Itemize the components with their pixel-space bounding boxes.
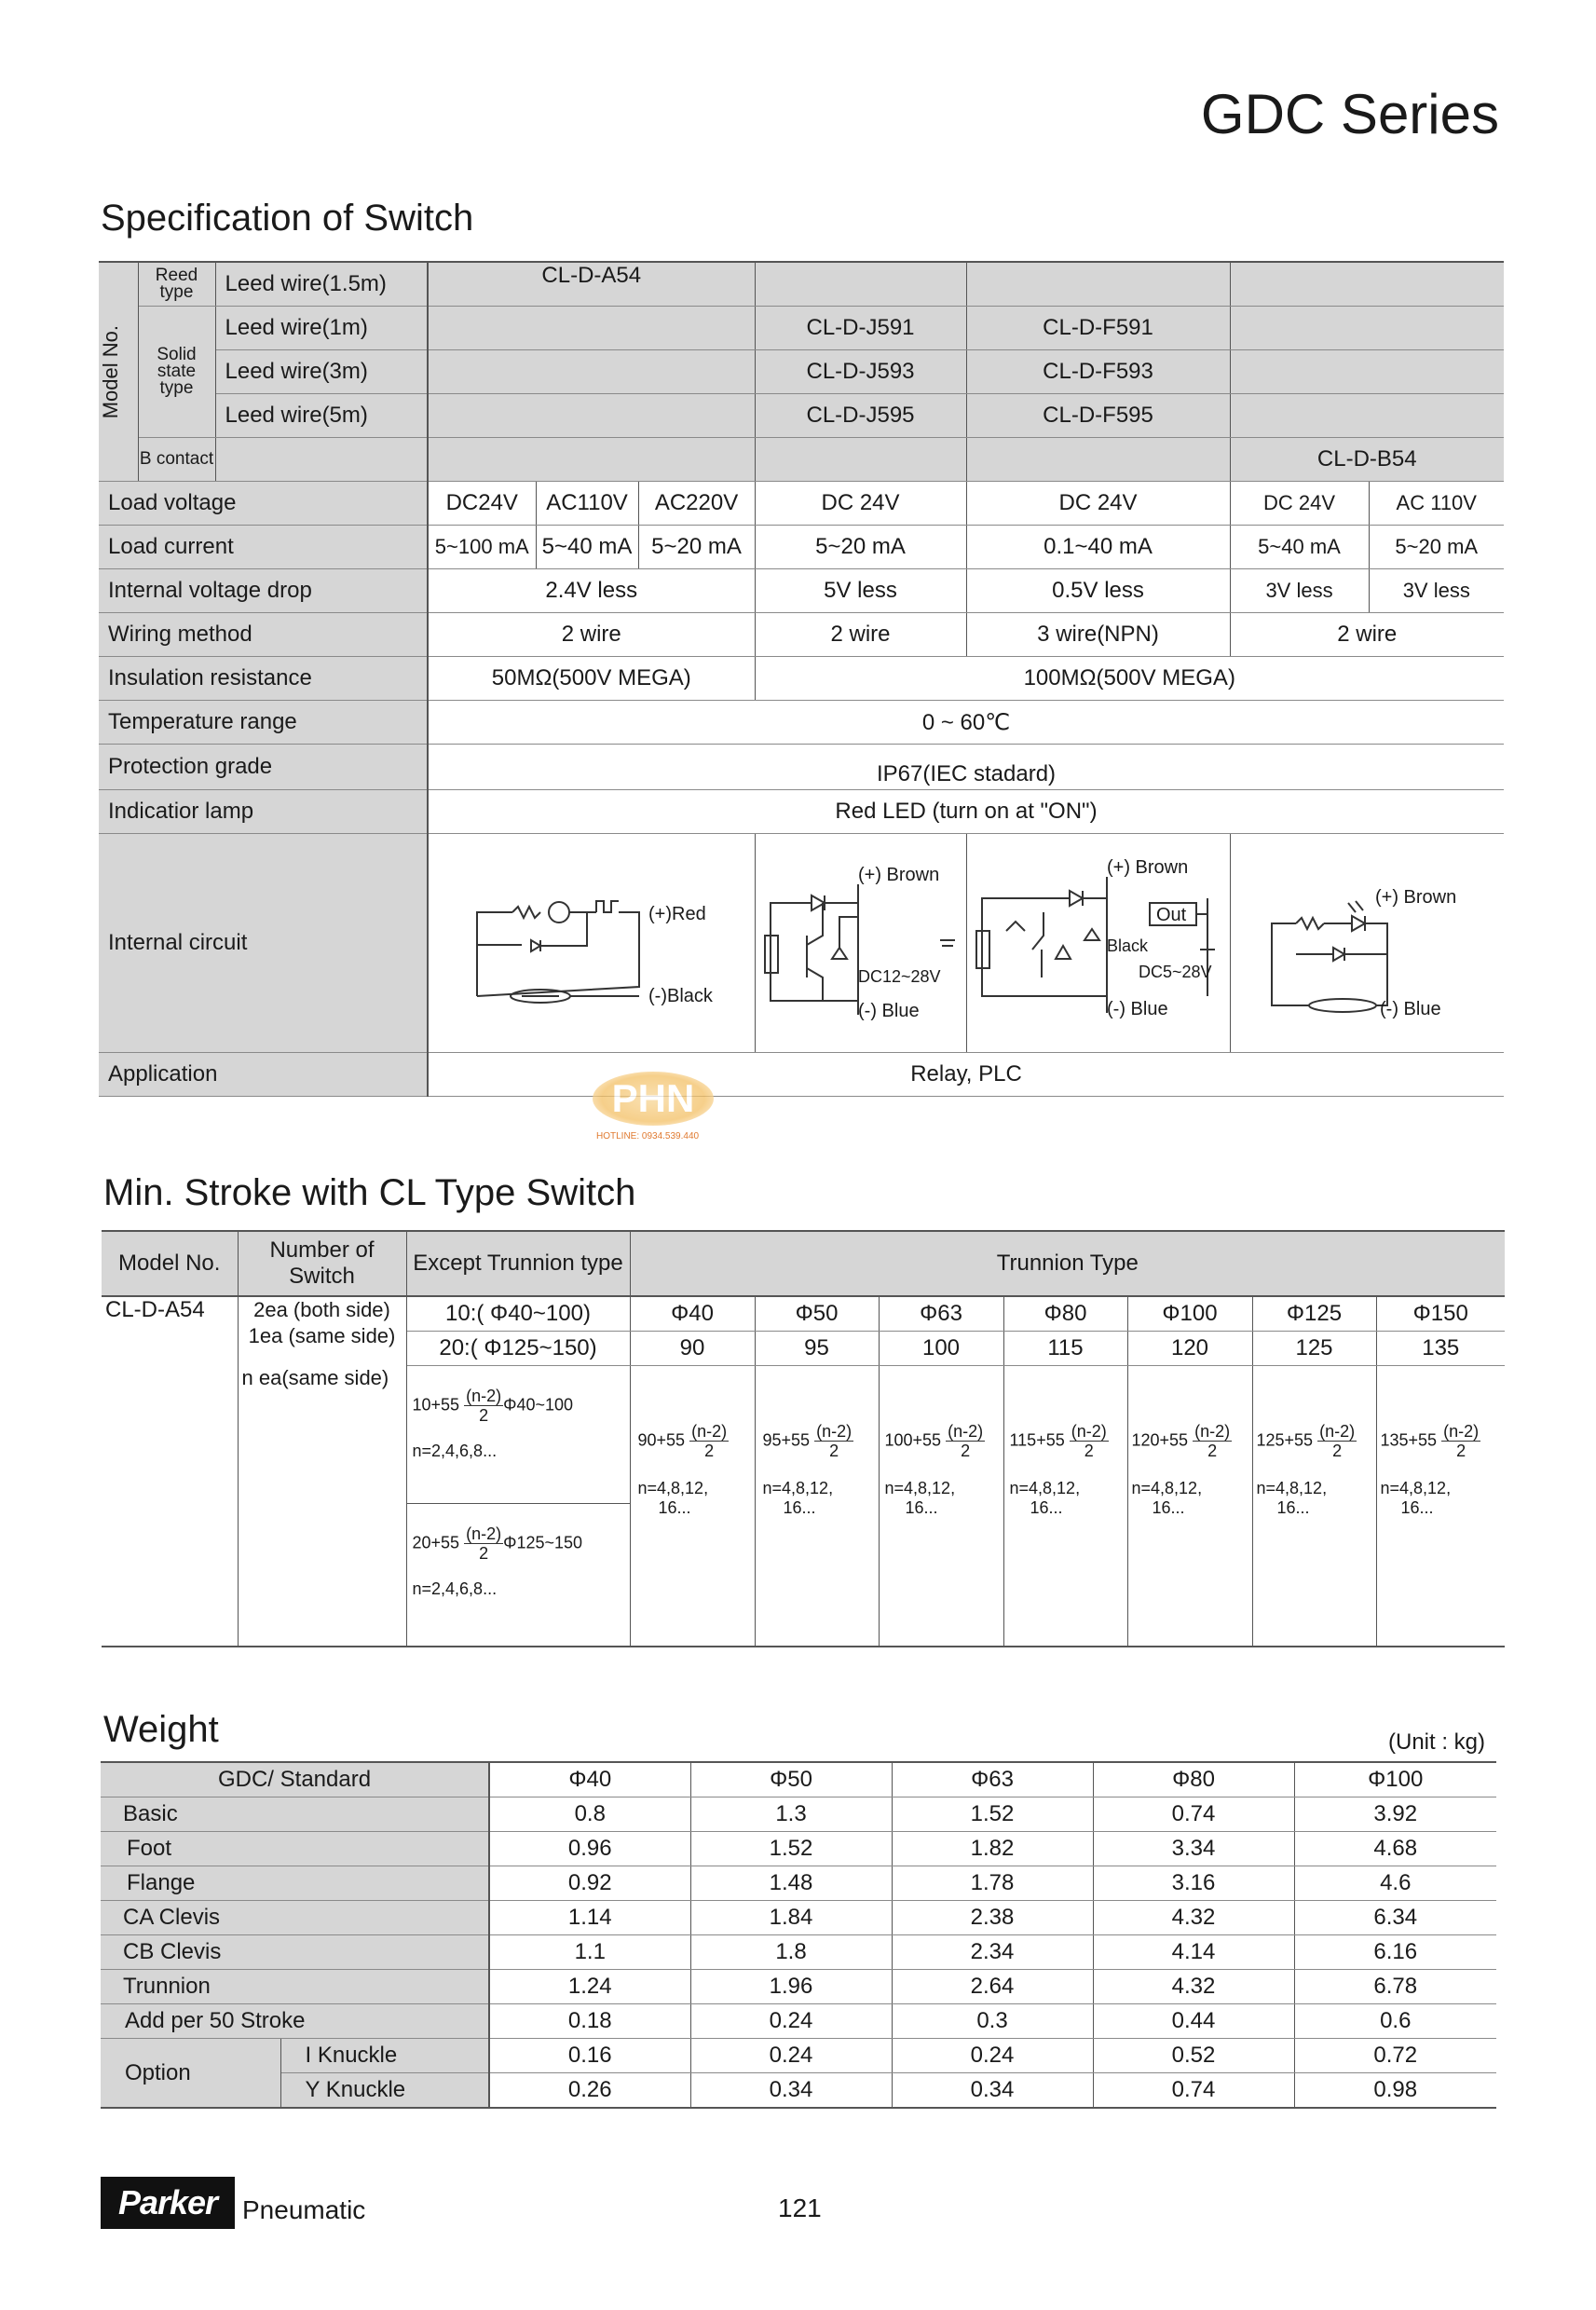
weight-row-ca-clevis: CA Clevis 1.14 1.84 2.38 4.32 6.34 — [101, 1901, 1496, 1935]
svg-text:(-) Blue: (-) Blue — [1106, 998, 1168, 1019]
b-contact-label: B contact — [138, 438, 215, 482]
weight-header-label: GDC/ Standard — [101, 1762, 489, 1797]
option-label: Option — [101, 2039, 280, 2109]
parker-pneumatic: Pneumatic — [242, 2195, 366, 2224]
weight-row-add-stroke: Add per 50 Stroke 0.18 0.24 0.3 0.44 0.6 — [101, 2004, 1496, 2039]
series-title: GDC Series — [1200, 83, 1499, 145]
model-cl-d-j593: CL-D-J593 — [755, 350, 966, 394]
voltage-drop-label: Internal voltage drop — [99, 569, 428, 613]
watermark-logo: PHN — [593, 1072, 714, 1126]
trunnion-formula-2: 100+55 $\frac{(n-2)}{2}$ n=4,8,12, 16... — [879, 1366, 1003, 1647]
weight-row-flange: Flange 0.92 1.48 1.78 3.16 4.6 — [101, 1866, 1496, 1901]
svg-text:(-)Black: (-)Black — [648, 985, 713, 1006]
wiring-label: Wiring method — [99, 613, 428, 657]
weight-row-cb-clevis: CB Clevis 1.1 1.8 2.34 4.14 6.16 — [101, 1935, 1496, 1970]
load-voltage-label: Load voltage — [99, 482, 428, 526]
weight-title: Weight — [103, 1709, 219, 1750]
svg-text:(-) Blue: (-) Blue — [1379, 998, 1441, 1019]
spec-title: Specification of Switch — [101, 198, 474, 239]
trunnion-formula-1: 95+55 $\frac{(n-2)}{2}$ n=4,8,12, 16... — [755, 1366, 879, 1647]
reed-type-label: Reed type — [138, 262, 215, 307]
internal-circuit-label: Internal circuit — [99, 834, 428, 1053]
weight-unit: (Unit : kg) — [1388, 1729, 1486, 1755]
solid-state-type-label: Solid state type — [138, 307, 215, 438]
model-cl-d-f593: CL-D-F593 — [966, 350, 1230, 394]
trunnion-formula-4: 120+55 $\frac{(n-2)}{2}$ n=4,8,12, 16... — [1127, 1366, 1252, 1647]
circuit-b-contact — [1230, 834, 1504, 1053]
model-cl-d-j595: CL-D-J595 — [755, 394, 966, 438]
lead-1-5m: Leed wire(1.5m) — [215, 262, 428, 307]
lead-1m: Leed wire(1m) — [215, 307, 428, 350]
model-cl-d-j591: CL-D-J591 — [755, 307, 966, 350]
application-label: Application — [99, 1053, 428, 1097]
temperature-label: Temperature range — [99, 701, 428, 745]
trunnion-formula-5: 125+55 $\frac{(n-2)}{2}$ n=4,8,12, 16... — [1252, 1366, 1376, 1647]
stroke-title: Min. Stroke with CL Type Switch — [103, 1172, 636, 1213]
stroke-two-switch: 2ea (both side) 1ea (same side) — [238, 1296, 406, 1366]
stroke-model: CL-D-A54 — [102, 1296, 238, 1647]
spec-table: Model No. Reed type Leed wire(1.5m) CL-D-A54 Solid state type Leed wire(1m) CL-D-J591 CL-D-F591 Leed wire(3m) CL-D-J593 CL-D-F593 Leed wire(5m) CL-D-J595 CL-D-F595 B contact CL-D-B54 Load voltage DC24V AC110V AC220V DC 24V DC 24V DC 24V AC 110V Load current 5~100 mA 5~40 mA 5~20 mA 5~20 mA 0.1~40 mA 5~40 mA 5~20 mA Internal voltage drop 2.4V less 5V less 0.5V less 3V less 3V less Wiring method 2 wire 2 wire 3 wire(NPN) 2 wire Insulation resistance 50MΩ(500V MEGA) 100MΩ(500V MEGA) Temperature range 0 ~ 60℃ Protection grade IP67(IEC stadard) Indicatior lamp Red LED (turn on at "ON") Internal circuit (+)Red (-)Black (+) Brown DC12~28V (-) Blue (+) Brown Out Black DC5~28V (-) Blue (+) Brown (-) Blue Application Relay, PLC — [99, 261, 1504, 1097]
svg-text:(-) Blue: (-) Blue — [857, 1000, 920, 1021]
stroke-except-formulas: 10+55 $\frac{(n-2)}{2}$ Φ40~100 n=2,4,6,8... 20+55 $\frac{(n-2)}{2}$ Φ125~150 n=2,4,6,8... — [406, 1366, 630, 1647]
parker-logo: Parker — [101, 2177, 235, 2229]
svg-text:Out: Out — [1155, 904, 1186, 925]
protection-label: Protection grade — [99, 745, 428, 790]
stroke-model-header: Model No. — [102, 1231, 238, 1296]
weight-row-foot: Foot 0.96 1.52 1.82 3.34 4.68 — [101, 1832, 1496, 1866]
solid-f-circuit-diagram — [967, 847, 1231, 1033]
model-cl-d-a54: CL-D-A54 — [428, 262, 755, 307]
circuit-solid-f — [966, 834, 1230, 1053]
stroke-trunnion-header: Trunnion Type — [630, 1231, 1505, 1296]
svg-text:(+)Red: (+)Red — [648, 903, 706, 924]
weight-row-i-knuckle: Option I Knuckle 0.16 0.24 0.24 0.52 0.72 — [101, 2039, 1496, 2073]
page-number: 121 — [778, 2194, 822, 2222]
model-cl-d-f591: CL-D-F591 — [966, 307, 1230, 350]
insulation-label: Insulation resistance — [99, 657, 428, 701]
trunnion-formula-0: 90+55 $\frac{(n-2)}{2}$ n=4,8,12, 16... — [630, 1366, 755, 1647]
circuit-reed — [428, 834, 755, 1053]
stroke-n-switch: n ea(same side) — [238, 1366, 406, 1647]
load-current-label: Load current — [99, 526, 428, 569]
lead-3m: Leed wire(3m) — [215, 350, 428, 394]
weight-row-basic: Basic 0.8 1.3 1.52 0.74 3.92 — [101, 1797, 1496, 1832]
svg-text:DC5~28V: DC5~28V — [1138, 962, 1212, 981]
solid-j-circuit-diagram — [756, 847, 966, 1033]
svg-text:(+) Brown: (+) Brown — [857, 864, 939, 885]
model-cl-d-b54: CL-D-B54 — [1230, 438, 1504, 482]
svg-text:(+) Brown: (+) Brown — [1106, 856, 1188, 878]
b-contact-circuit-diagram — [1231, 847, 1505, 1033]
watermark-hotline: HOTLINE: 0934.539.440 — [596, 1131, 700, 1141]
circuit-solid-j — [755, 834, 966, 1053]
reed-circuit-diagram — [429, 847, 755, 1033]
model-no-label: Model No. — [99, 262, 138, 482]
svg-text:Black: Black — [1106, 936, 1148, 955]
svg-text:(+) Brown: (+) Brown — [1374, 886, 1456, 908]
model-cl-d-f595: CL-D-F595 — [966, 394, 1230, 438]
stroke-number-header: Number of Switch — [238, 1231, 406, 1296]
trunnion-formula-6: 135+55 $\frac{(n-2)}{2}$ n=4,8,12, 16... — [1376, 1366, 1505, 1647]
weight-row-trunnion: Trunnion 1.24 1.96 2.64 4.32 6.78 — [101, 1970, 1496, 2004]
stroke-except-header: Except Trunnion type — [406, 1231, 630, 1296]
trunnion-formula-3: 115+55 $\frac{(n-2)}{2}$ n=4,8,12, 16... — [1003, 1366, 1127, 1647]
weight-table: GDC/ Standard Φ40 Φ50 Φ63 Φ80 Φ100 Basic 0.8 1.3 1.52 0.74 3.92 Foot 0.96 1.52 1.82 3.34 4.68 Flange 0.92 1.48 1.78 3.16 4.6 CA Clevis 1.14 1.84 2.38 4.32 6.34 CB Clevis 1.1 1.8 2.34 4.14 6.16 Trunnion 1.24 1.96 2.64 4.32 6.78 Add per 50 Stroke 0.18 0.24 0.3 0.44 0.6 Option I Knuckle 0.16 0.24 0.24 0.52 0.72 Y Knuckle 0.26 0.34 0.34 0.74 0.98 — [101, 1761, 1496, 2109]
svg-text:DC12~28V: DC12~28V — [857, 966, 941, 986]
lead-5m: Leed wire(5m) — [215, 394, 428, 438]
indicator-label: Indicatior lamp — [99, 790, 428, 834]
stroke-table: Model No. Number of Switch Except Trunnion type Trunnion Type CL-D-A54 2ea (both side) 1ea (same side) 10:( Φ40~100) Φ40 Φ50 Φ63 Φ80 Φ100 Φ125 Φ150 20:( Φ125~150) 90 95 100 115 120 125 135 n ea(same side) 10+55 $\frac{(n-2)}{2}$ Φ40~100 n=2,4,6,8... 20+55 $\frac{(n-2)}{2}$ Φ125~150 n=2,4,6,8... 90+55 $\frac{(n-2)}{2}$ n=4,8,12, 16... 95+55 $\frac{(n-2)}{2}$ n=4,8,12, 16... 100+55 $\frac{(n-2)}{2}$ n=4,8,12, 16... 115+55 $\frac{(n-2)}{2}$ n=4,8,12, 16... 120+55 $\frac{(n-2)}{2}$ n=4,8,12, 16... 125+55 $\frac{(n-2)}{2}$ n=4,8,12, 16... 135+55 $\frac{(n-2)}{2}$ n=4,8,12, 16... — [102, 1230, 1505, 1647]
weight-row-y-knuckle: Y Knuckle 0.26 0.34 0.34 0.74 0.98 — [101, 2073, 1496, 2109]
